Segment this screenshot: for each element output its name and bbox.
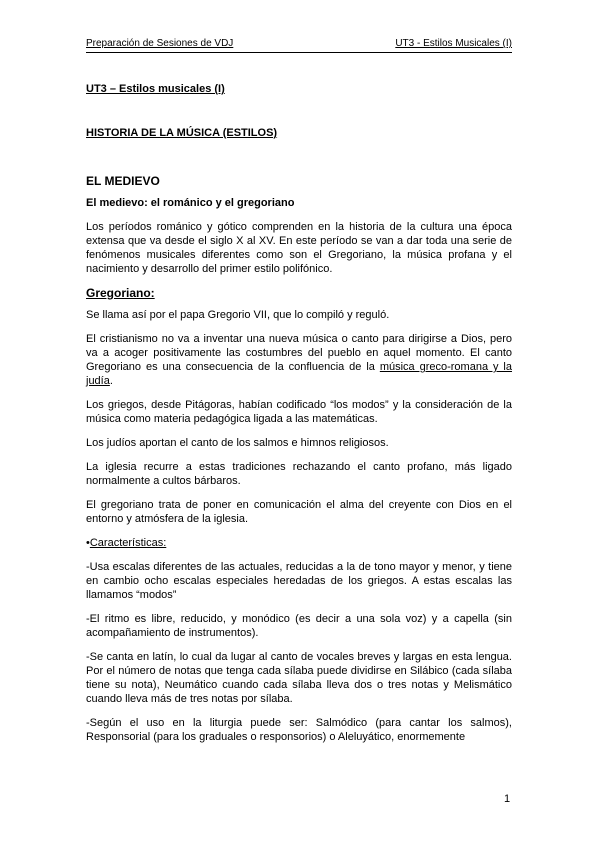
paragraph-5: La iglesia recurre a estas tradiciones rechazando el canto profano, más ligado normalmente a cultos bárbaros.: [86, 461, 512, 487]
paragraph-3: Los griegos, desde Pitágoras, habían codificado “los modos” y la consideración de la música como materia pedagógica ligada a las matemáticas.: [86, 399, 512, 425]
paragraph-1: Se llama así por el papa Gregorio VII, que lo compiló y reguló.: [86, 309, 390, 321]
characteristic-2: -El ritmo es libre, reducido, y monódico (es decir a una sola voz) y a capella (sin acompañamiento de instrumentos).: [86, 613, 512, 639]
greco-romana-link-text: música greco-romana y la judía: [86, 361, 512, 387]
characteristic-3: -Se canta en latín, lo cual da lugar al canto de vocales breves y largas en esta lengua. Por el número de notas que tenga cada sílaba puede dividirse en Silábico (cada sílaba tiene su nota), Neumático cuando cada sílaba lleva dos o tres notas y Melismático cuando lleva más de tres notas por sílaba.: [86, 651, 512, 705]
characteristic-1: -Usa escalas diferentes de las actuales, reducidas a la de tono mayor y menor, y tiene en cambio ocho escalas especiales heredadas de los griegos. A estas escalas las llamamos “modos”: [86, 561, 512, 601]
paragraph-2-text: El cristianismo no va a inventar una nueva música o canto para dirigirse a Dios, pero va a acoger positivamente las costumbres del pueblo en aquel momento. El canto Gregoriano es una consecuencia de la confluencia de la: [86, 333, 512, 373]
subtitle: El medievo: el románico y el gregoriano: [86, 197, 295, 209]
characteristics-heading: [86, 536, 512, 550]
paragraph-6: El gregoriano trata de poner en comunicación el alma del creyente con Dios en el entorno y atmósfera de la iglesia.: [86, 499, 512, 525]
document-body: [86, 82, 512, 754]
intro-paragraph: Los períodos románico y gótico comprenden en la historia de la cultura una época extensa que va desde el siglo X al XV. En este período se van a dar toda una serie de fenómenos musicales diferentes como son el Gregoriano, la música profana y el nacimiento y desarrollo del primer estilo polifónico.: [86, 221, 512, 275]
header-left: Preparación de Sesiones de VDJ: [86, 38, 234, 49]
document-title: UT3 – Estilos musicales (I): [86, 83, 225, 95]
bullet-icon: •: [86, 537, 90, 549]
paragraph-2-end: .: [109, 375, 113, 387]
section-title: HISTORIA DE LA MÚSICA (ESTILOS): [86, 127, 278, 139]
header-rule: [86, 52, 512, 53]
page-number: 1: [504, 793, 511, 805]
characteristic-4: -Según el uso en la liturgia puede ser: Salmódico (para cantar los salmos), Responsorial (para los graduales o responsorios) o Aleluyático, enormemente: [86, 717, 512, 743]
era-title: EL MEDIEVO: [86, 174, 160, 188]
gregoriano-heading: Gregoriano:: [86, 286, 155, 300]
characteristics-label: Características:: [89, 537, 167, 549]
paragraph-2: [86, 332, 512, 388]
paragraph-4: Los judíos aportan el canto de los salmos e himnos religiosos.: [86, 437, 389, 449]
header-right: UT3 - Estilos Musicales (I): [395, 38, 512, 49]
